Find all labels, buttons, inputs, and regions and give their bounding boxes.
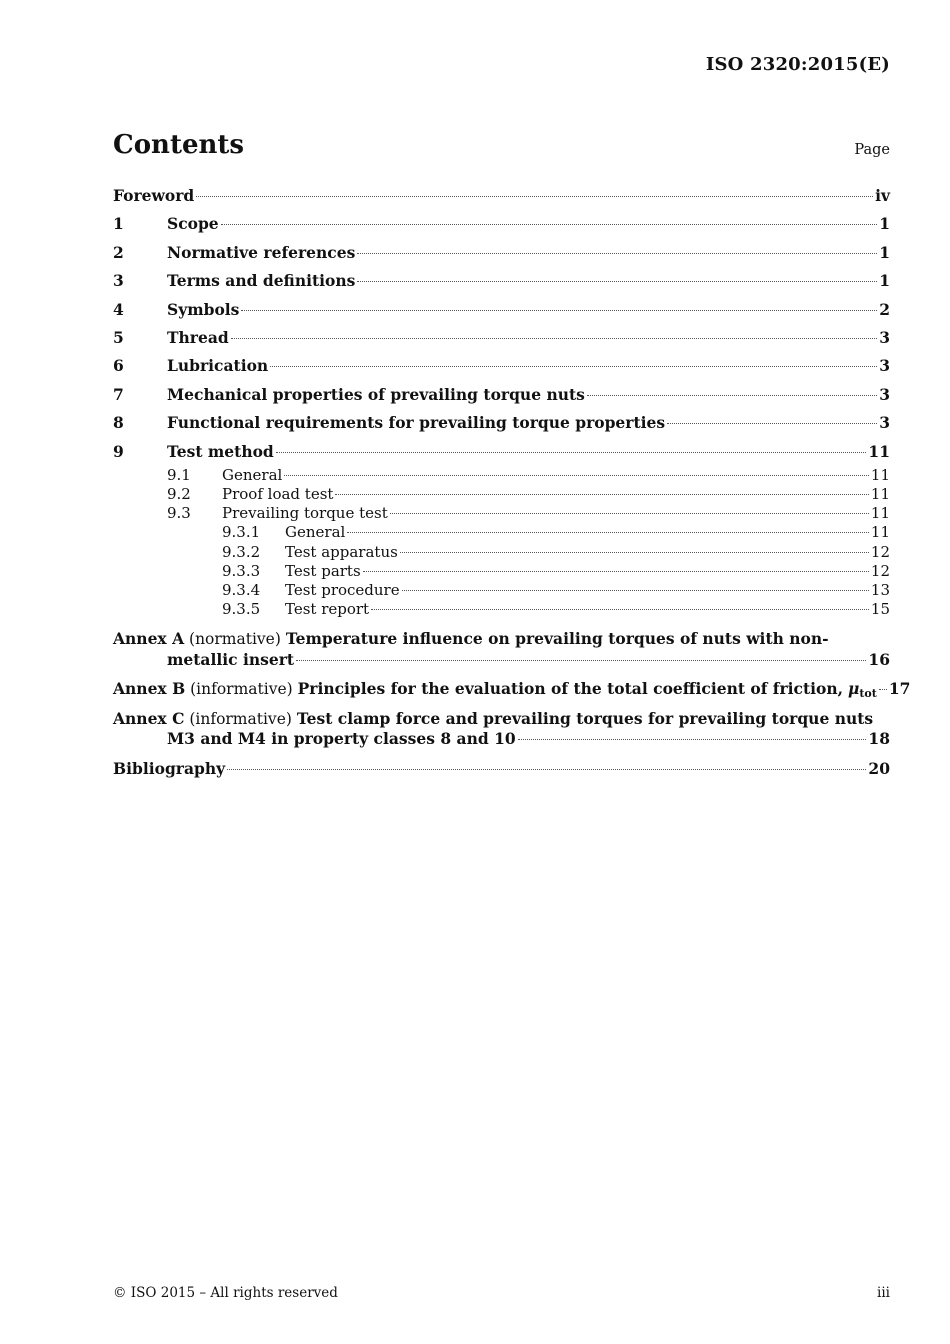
annex-type: (informative): [189, 709, 292, 728]
dot-leader: [357, 281, 877, 282]
dot-leader: [335, 494, 868, 495]
toc-entry-page: 11: [868, 441, 890, 461]
toc-entry-title: Symbols: [167, 299, 240, 319]
toc-entry-page: 13: [870, 581, 890, 600]
toc-entry-number: 6: [113, 356, 124, 376]
toc-entry-title: Normative references: [167, 242, 356, 262]
toc-entry-title: Bibliography: [113, 758, 226, 778]
toc-entry-subsubclause[interactable]: [113, 581, 890, 600]
toc-entry-title: Test report: [285, 600, 370, 619]
toc-entry-title: General: [222, 465, 283, 484]
dot-leader: [296, 660, 866, 661]
toc-entry-page: 3: [879, 356, 890, 376]
annex-type: (normative): [189, 630, 281, 649]
toc-entry-page: 15: [870, 600, 890, 619]
dot-leader: [284, 475, 869, 476]
dot-leader: [231, 338, 877, 339]
toc-entry-title: Functional requirements for prevailing torque properties: [167, 413, 666, 433]
annex-title-continued: M3 and M4 in property classes 8 and 10: [167, 729, 516, 749]
dot-leader: [400, 552, 869, 553]
toc-entry-clause[interactable]: [113, 267, 890, 295]
dot-leader: [518, 739, 867, 740]
toc-entry-title: Test apparatus: [285, 542, 398, 561]
toc-entry-subsubclause[interactable]: [113, 600, 890, 619]
toc-entry-page: 1: [879, 271, 890, 291]
toc-entry-title: Thread: [167, 327, 229, 347]
toc-entry-page: 3: [879, 327, 890, 347]
dot-leader: [196, 196, 873, 197]
dot-leader: [270, 366, 877, 367]
toc-entry-clause[interactable]: [113, 352, 890, 380]
toc-entry-number: 5: [113, 327, 124, 347]
toc-entry-subclause[interactable]: [113, 504, 890, 523]
contents-heading: Contents: [113, 130, 245, 160]
dot-leader: [276, 452, 867, 453]
toc-entry-page: 17: [888, 679, 911, 699]
toc-entry-title: Proof load test: [222, 485, 334, 504]
toc-entry-title: Scope: [167, 214, 219, 234]
toc-entry-page: iv: [875, 186, 890, 205]
toc-entry-page: 12: [870, 561, 890, 580]
toc-entry-number: 9.3: [167, 504, 191, 523]
toc-entry-number: 9.2: [167, 485, 191, 504]
dot-leader: [879, 689, 887, 690]
toc-entry-title: Mechanical properties of prevailing torque nuts: [167, 384, 585, 404]
toc-entry-page: 1: [879, 214, 890, 234]
toc-entry-number: 7: [113, 384, 124, 404]
document-id: ISO 2320:2015(E): [705, 54, 890, 75]
toc-entry-title: Test procedure: [285, 581, 400, 600]
toc-entry-annex-b[interactable]: [113, 679, 911, 701]
annex-label: Annex B: [113, 679, 186, 699]
toc-entry-title: Terms and definitions: [167, 271, 356, 291]
toc-entry-page: 1: [879, 242, 890, 262]
toc-entry-title: Test method: [167, 441, 274, 461]
toc-entry-page: 11: [870, 465, 890, 484]
page-number: iii: [877, 1285, 890, 1301]
mu-subscript: tot: [859, 687, 877, 701]
toc-entry-number: 9.3.1: [222, 523, 261, 542]
toc-entry-page: 11: [870, 523, 890, 542]
toc-entry-number: 9.3.2: [222, 542, 261, 561]
dot-leader: [221, 224, 878, 225]
toc-entry-page: 20: [868, 758, 890, 778]
toc-entry-page: 11: [870, 485, 890, 504]
annex-title-continued: metallic insert: [167, 649, 295, 669]
toc-entry-clause[interactable]: [113, 438, 890, 466]
toc-entry-page: 12: [870, 542, 890, 561]
annex-title: Temperature influence on prevailing torques of nuts with non-: [285, 629, 829, 649]
copyright-notice: © ISO 2015 – All rights reserved: [113, 1285, 338, 1301]
toc-entry-number: 3: [113, 271, 124, 291]
mu-symbol: μ: [847, 679, 860, 699]
toc-entry-number: 9.3.5: [222, 600, 261, 619]
toc-entry-title: Lubrication: [167, 356, 269, 376]
table-of-contents: [113, 182, 911, 783]
toc-entry-page: 3: [879, 413, 890, 433]
toc-entry-number: 2: [113, 242, 124, 262]
dot-leader: [371, 609, 869, 610]
annex-title: Test clamp force and prevailing torques for prevailing torque nuts: [296, 708, 874, 728]
toc-entry-number: 9.3.3: [222, 561, 261, 580]
toc-entry-subsubclause[interactable]: [113, 523, 890, 542]
toc-entry-clause[interactable]: [113, 324, 890, 352]
dot-leader: [363, 571, 869, 572]
dot-leader: [390, 513, 869, 514]
toc-entry-page: 11: [870, 504, 890, 523]
toc-entry-subclause[interactable]: [113, 466, 890, 485]
annex-label: Annex C: [113, 708, 185, 728]
toc-entry-page: 3: [879, 384, 890, 404]
toc-entry-clause[interactable]: [113, 409, 890, 437]
dot-leader: [667, 423, 877, 424]
toc-entry-foreword[interactable]: [113, 182, 890, 210]
toc-entry-title: Prevailing torque test: [222, 504, 388, 523]
toc-entry-clause[interactable]: [113, 210, 890, 238]
toc-entry-bibliography[interactable]: [113, 755, 890, 783]
annex-type: (informative): [190, 680, 293, 699]
annex-label: Annex A: [113, 629, 185, 649]
dot-leader: [587, 395, 877, 396]
toc-entry-number: 9: [113, 441, 124, 461]
toc-entry-title: Foreword: [113, 186, 195, 205]
toc-entry-number: 8: [113, 413, 124, 433]
toc-entry-page: 16: [868, 649, 890, 669]
toc-entry-annex-a[interactable]: [113, 629, 890, 669]
toc-entry-title: Test parts: [285, 561, 361, 580]
dot-leader: [357, 253, 877, 254]
page-column-label: Page: [854, 142, 890, 158]
dot-leader: [227, 769, 866, 770]
toc-entry-title: General: [285, 523, 346, 542]
toc-entry-clause[interactable]: [113, 381, 890, 409]
toc-entry-number: 4: [113, 299, 124, 319]
toc-entry-number: 1: [113, 214, 124, 234]
dot-leader: [402, 590, 869, 591]
toc-entry-clause[interactable]: [113, 239, 890, 267]
toc-entry-subsubclause[interactable]: [113, 562, 890, 581]
toc-entry-number: 9.1: [167, 465, 191, 484]
toc-entry-subsubclause[interactable]: [113, 543, 890, 562]
toc-entry-number: 9.3.4: [222, 581, 261, 600]
annex-title: Principles for the evaluation of the total coefficient of friction,: [297, 679, 844, 699]
toc-entry-subclause[interactable]: [113, 485, 890, 504]
dot-leader: [347, 532, 869, 533]
dot-leader: [241, 310, 877, 311]
toc-entry-clause[interactable]: [113, 296, 890, 324]
toc-entry-page: 2: [879, 299, 890, 319]
toc-entry-annex-c[interactable]: [113, 709, 890, 749]
toc-entry-page: 18: [868, 729, 890, 749]
